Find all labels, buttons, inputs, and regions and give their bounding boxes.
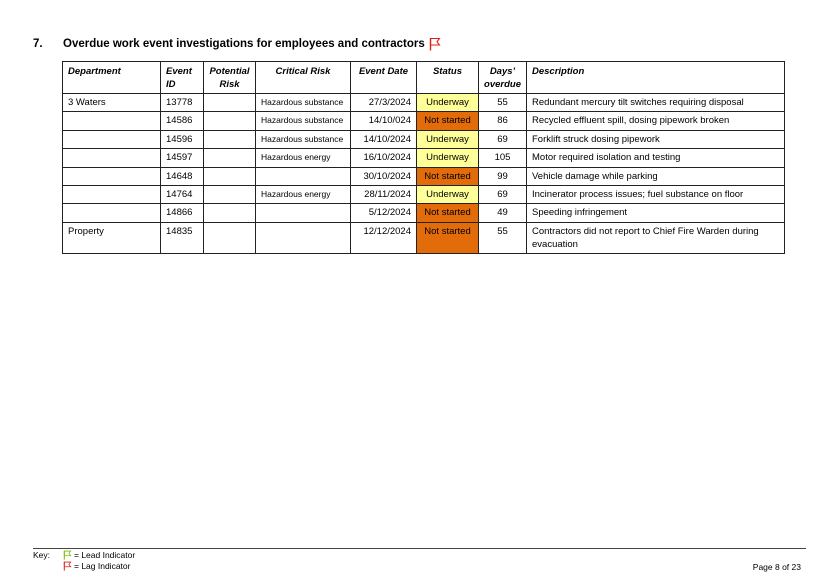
table-row: [63, 222, 785, 253]
cell-description: Speeding infringement: [527, 204, 785, 222]
table-row: [63, 112, 785, 130]
cell-description: Redundant mercury tilt switches requiring disposal: [527, 94, 785, 112]
table-row: [63, 94, 785, 112]
cell-department: [63, 185, 161, 203]
cell-description: Incinerator process issues; fuel substance on floor: [527, 185, 785, 203]
key-lead-row: [63, 550, 135, 560]
cell-days-overdue: 105: [479, 149, 527, 167]
cell-event-id: 14764: [161, 185, 204, 203]
section-title: Overdue work event investigations for employees and contractors: [63, 38, 425, 50]
cell-potential-risk: [204, 149, 256, 167]
cell-event-id: 14648: [161, 167, 204, 185]
cell-critical-risk: [256, 222, 351, 253]
cell-status: Not started: [417, 204, 479, 222]
header-days-overdue: Days’ overdue: [479, 62, 527, 94]
cell-department: 3 Waters: [63, 94, 161, 112]
key-lead-text: = Lead Indicator: [74, 550, 136, 560]
cell-critical-risk: Hazardous energy: [256, 185, 351, 203]
overdue-investigations-table: [62, 61, 785, 254]
header-critical-risk: Critical Risk: [256, 62, 351, 94]
cell-days-overdue: 86: [479, 112, 527, 130]
cell-days-overdue: 49: [479, 204, 527, 222]
table-row: [63, 149, 785, 167]
cell-potential-risk: [204, 204, 256, 222]
cell-critical-risk: [256, 204, 351, 222]
cell-potential-risk: [204, 185, 256, 203]
cell-event-date: 27/3/2024: [351, 94, 417, 112]
cell-event-id: 13778: [161, 94, 204, 112]
cell-event-id: 14866: [161, 204, 204, 222]
cell-event-date: 30/10/2024: [351, 167, 417, 185]
table-header-row: [63, 62, 785, 94]
cell-days-overdue: 55: [479, 94, 527, 112]
cell-event-id: 14835: [161, 222, 204, 253]
cell-event-date: 28/11/2024: [351, 185, 417, 203]
lag-indicator-flag-icon: [429, 37, 441, 51]
cell-department: [63, 149, 161, 167]
page-number: Page 8 of 23: [752, 562, 801, 572]
cell-critical-risk: Hazardous energy: [256, 149, 351, 167]
cell-department: [63, 204, 161, 222]
header-event-id: Event ID: [161, 62, 204, 94]
cell-status: Not started: [417, 112, 479, 130]
cell-department: Property: [63, 222, 161, 253]
key-lag-text: = Lag Indicator: [74, 561, 131, 571]
cell-description: Motor required isolation and testing: [527, 149, 785, 167]
cell-critical-risk: [256, 167, 351, 185]
section-heading: [33, 37, 441, 51]
cell-event-id: 14596: [161, 130, 204, 148]
header-department: Department: [63, 62, 161, 94]
cell-days-overdue: 99: [479, 167, 527, 185]
cell-status: Underway: [417, 94, 479, 112]
cell-critical-risk: Hazardous substance: [256, 112, 351, 130]
cell-event-date: 14/10/024: [351, 112, 417, 130]
cell-event-id: 14597: [161, 149, 204, 167]
cell-department: [63, 112, 161, 130]
header-status: Status: [417, 62, 479, 94]
cell-description: Contractors did not report to Chief Fire Warden during evacuation: [527, 222, 785, 253]
cell-potential-risk: [204, 167, 256, 185]
header-potential-risk: Potential Risk: [204, 62, 256, 94]
cell-status: Underway: [417, 130, 479, 148]
cell-potential-risk: [204, 222, 256, 253]
cell-status: Underway: [417, 149, 479, 167]
cell-status: Not started: [417, 167, 479, 185]
header-description: Description: [527, 62, 785, 94]
cell-potential-risk: [204, 112, 256, 130]
cell-critical-risk: Hazardous substance: [256, 94, 351, 112]
cell-days-overdue: 55: [479, 222, 527, 253]
cell-status: Underway: [417, 185, 479, 203]
table-row: [63, 167, 785, 185]
cell-department: [63, 167, 161, 185]
cell-event-date: 5/12/2024: [351, 204, 417, 222]
section-number: 7.: [33, 38, 43, 50]
cell-description: Forklift struck dosing pipework: [527, 130, 785, 148]
cell-days-overdue: 69: [479, 130, 527, 148]
table-row: [63, 185, 785, 203]
footer-divider: [33, 548, 806, 549]
cell-status: Not started: [417, 222, 479, 253]
cell-description: Vehicle damage while parking: [527, 167, 785, 185]
table-row: [63, 130, 785, 148]
key-lag-row: [63, 561, 130, 571]
lead-indicator-flag-icon: [63, 550, 72, 560]
header-event-date: Event Date: [351, 62, 417, 94]
cell-potential-risk: [204, 130, 256, 148]
table-row: [63, 204, 785, 222]
cell-department: [63, 130, 161, 148]
cell-critical-risk: Hazardous substance: [256, 130, 351, 148]
cell-days-overdue: 69: [479, 185, 527, 203]
key-label: Key:: [33, 550, 51, 560]
cell-potential-risk: [204, 94, 256, 112]
cell-event-date: 12/12/2024: [351, 222, 417, 253]
cell-event-date: 14/10/2024: [351, 130, 417, 148]
cell-event-date: 16/10/2024: [351, 149, 417, 167]
cell-description: Recycled effluent spill, dosing pipework broken: [527, 112, 785, 130]
cell-event-id: 14586: [161, 112, 204, 130]
lag-indicator-flag-icon: [63, 561, 72, 571]
